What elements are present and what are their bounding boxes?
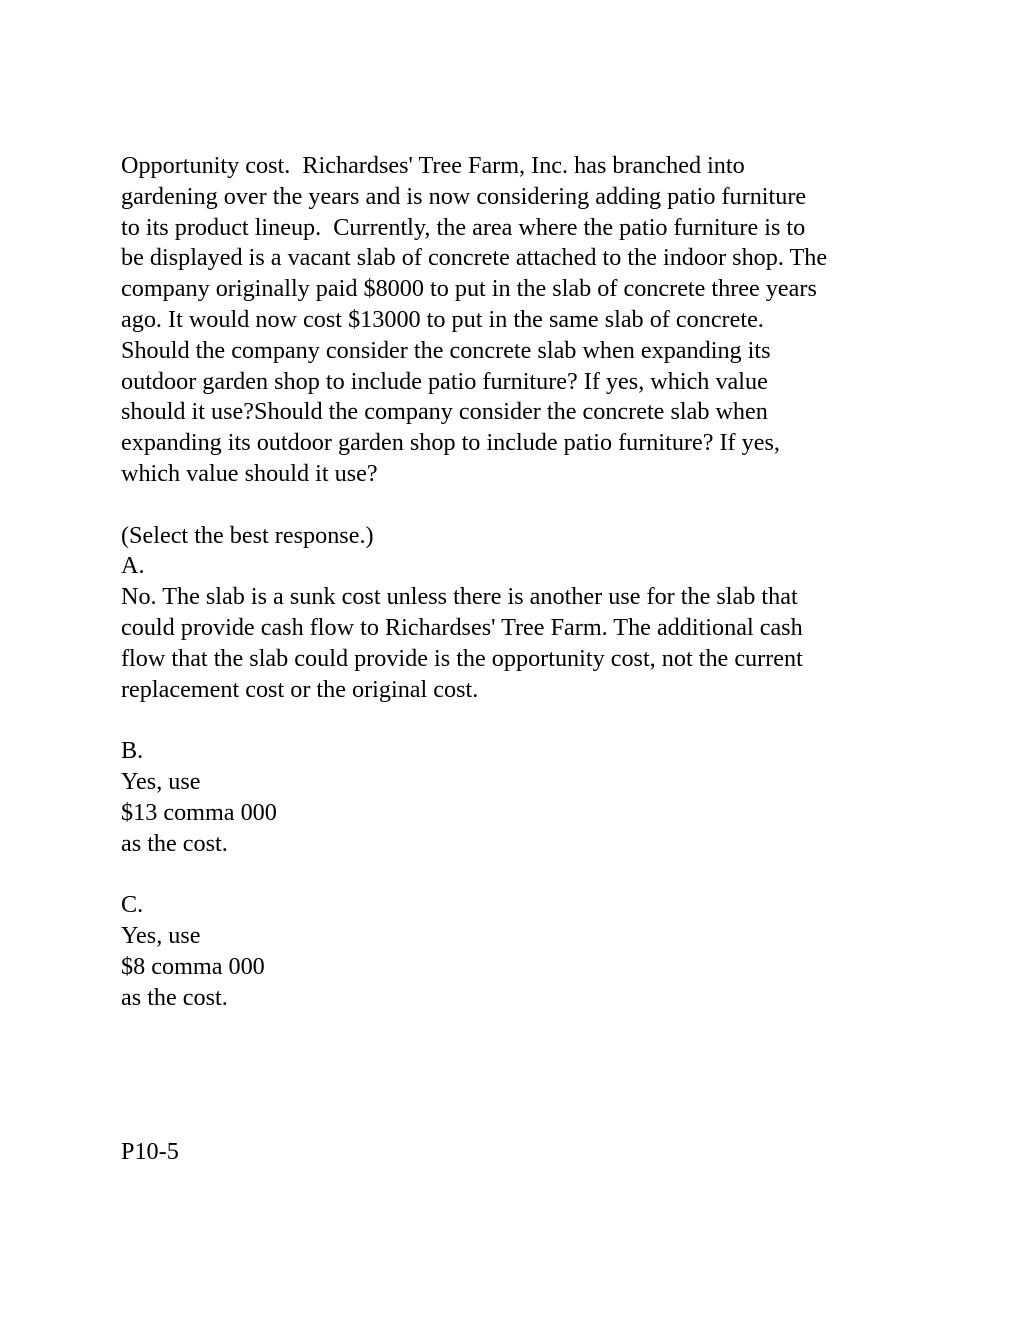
question-line: expanding its outdoor garden shop to include patio furniture? If yes, — [121, 429, 780, 457]
question-line: company originally paid $8000 to put in the slab of concrete three years — [121, 275, 817, 303]
option-letter: B. — [121, 737, 144, 765]
option-line: Yes, use — [121, 921, 201, 949]
question-line: outdoor garden shop to include patio furniture? If yes, which value — [121, 367, 768, 395]
spacer — [121, 490, 921, 521]
option-line: could provide cash flow to Richardses' Tree Farm. The additional cash — [121, 613, 803, 641]
option-line: flow that the slab could provide is the opportunity cost, not the current — [121, 644, 803, 672]
option-letter: A. — [121, 552, 145, 580]
question-text — [121, 151, 921, 490]
document-page — [121, 151, 921, 1167]
spacer — [121, 859, 921, 890]
option-c — [121, 890, 921, 1013]
question-line: Should the company consider the concrete slab when expanding its — [121, 336, 771, 364]
instruction-text: (Select the best response.) — [121, 521, 374, 549]
option-line: as the cost. — [121, 829, 228, 857]
question-line: Opportunity cost. Richardses' Tree Farm, Inc. has branched into — [121, 152, 745, 179]
option-line: No. The slab is a sunk cost unless there is another use for the slab that — [121, 583, 798, 611]
spacer — [121, 1044, 921, 1075]
spacer — [121, 1106, 921, 1137]
option-line: as the cost. — [121, 983, 228, 1011]
option-line: Yes, use — [121, 767, 201, 795]
option-line: replacement cost or the original cost. — [121, 675, 479, 703]
question-line: to its product lineup. Currently, the area where the patio furniture is to — [121, 213, 806, 241]
question-line: gardening over the years and is now considering adding patio furniture — [121, 182, 807, 210]
question-line: should it use?Should the company consider the concrete slab when — [121, 398, 768, 426]
option-a — [121, 551, 921, 705]
option-line: $8 comma 000 — [121, 952, 265, 980]
question-line: ago. It would now cost $13000 to put in the same slab of concrete. — [121, 305, 764, 333]
option-line: $13 comma 000 — [121, 798, 277, 826]
question-line: be displayed is a vacant slab of concrete attached to the indoor shop. The — [121, 244, 828, 272]
option-b — [121, 736, 921, 859]
problem-number: P10-5 — [121, 1137, 179, 1165]
spacer — [121, 1013, 921, 1044]
spacer — [121, 705, 921, 736]
option-letter: C. — [121, 891, 144, 919]
spacer — [121, 1075, 921, 1106]
question-line: which value should it use? — [121, 459, 378, 487]
